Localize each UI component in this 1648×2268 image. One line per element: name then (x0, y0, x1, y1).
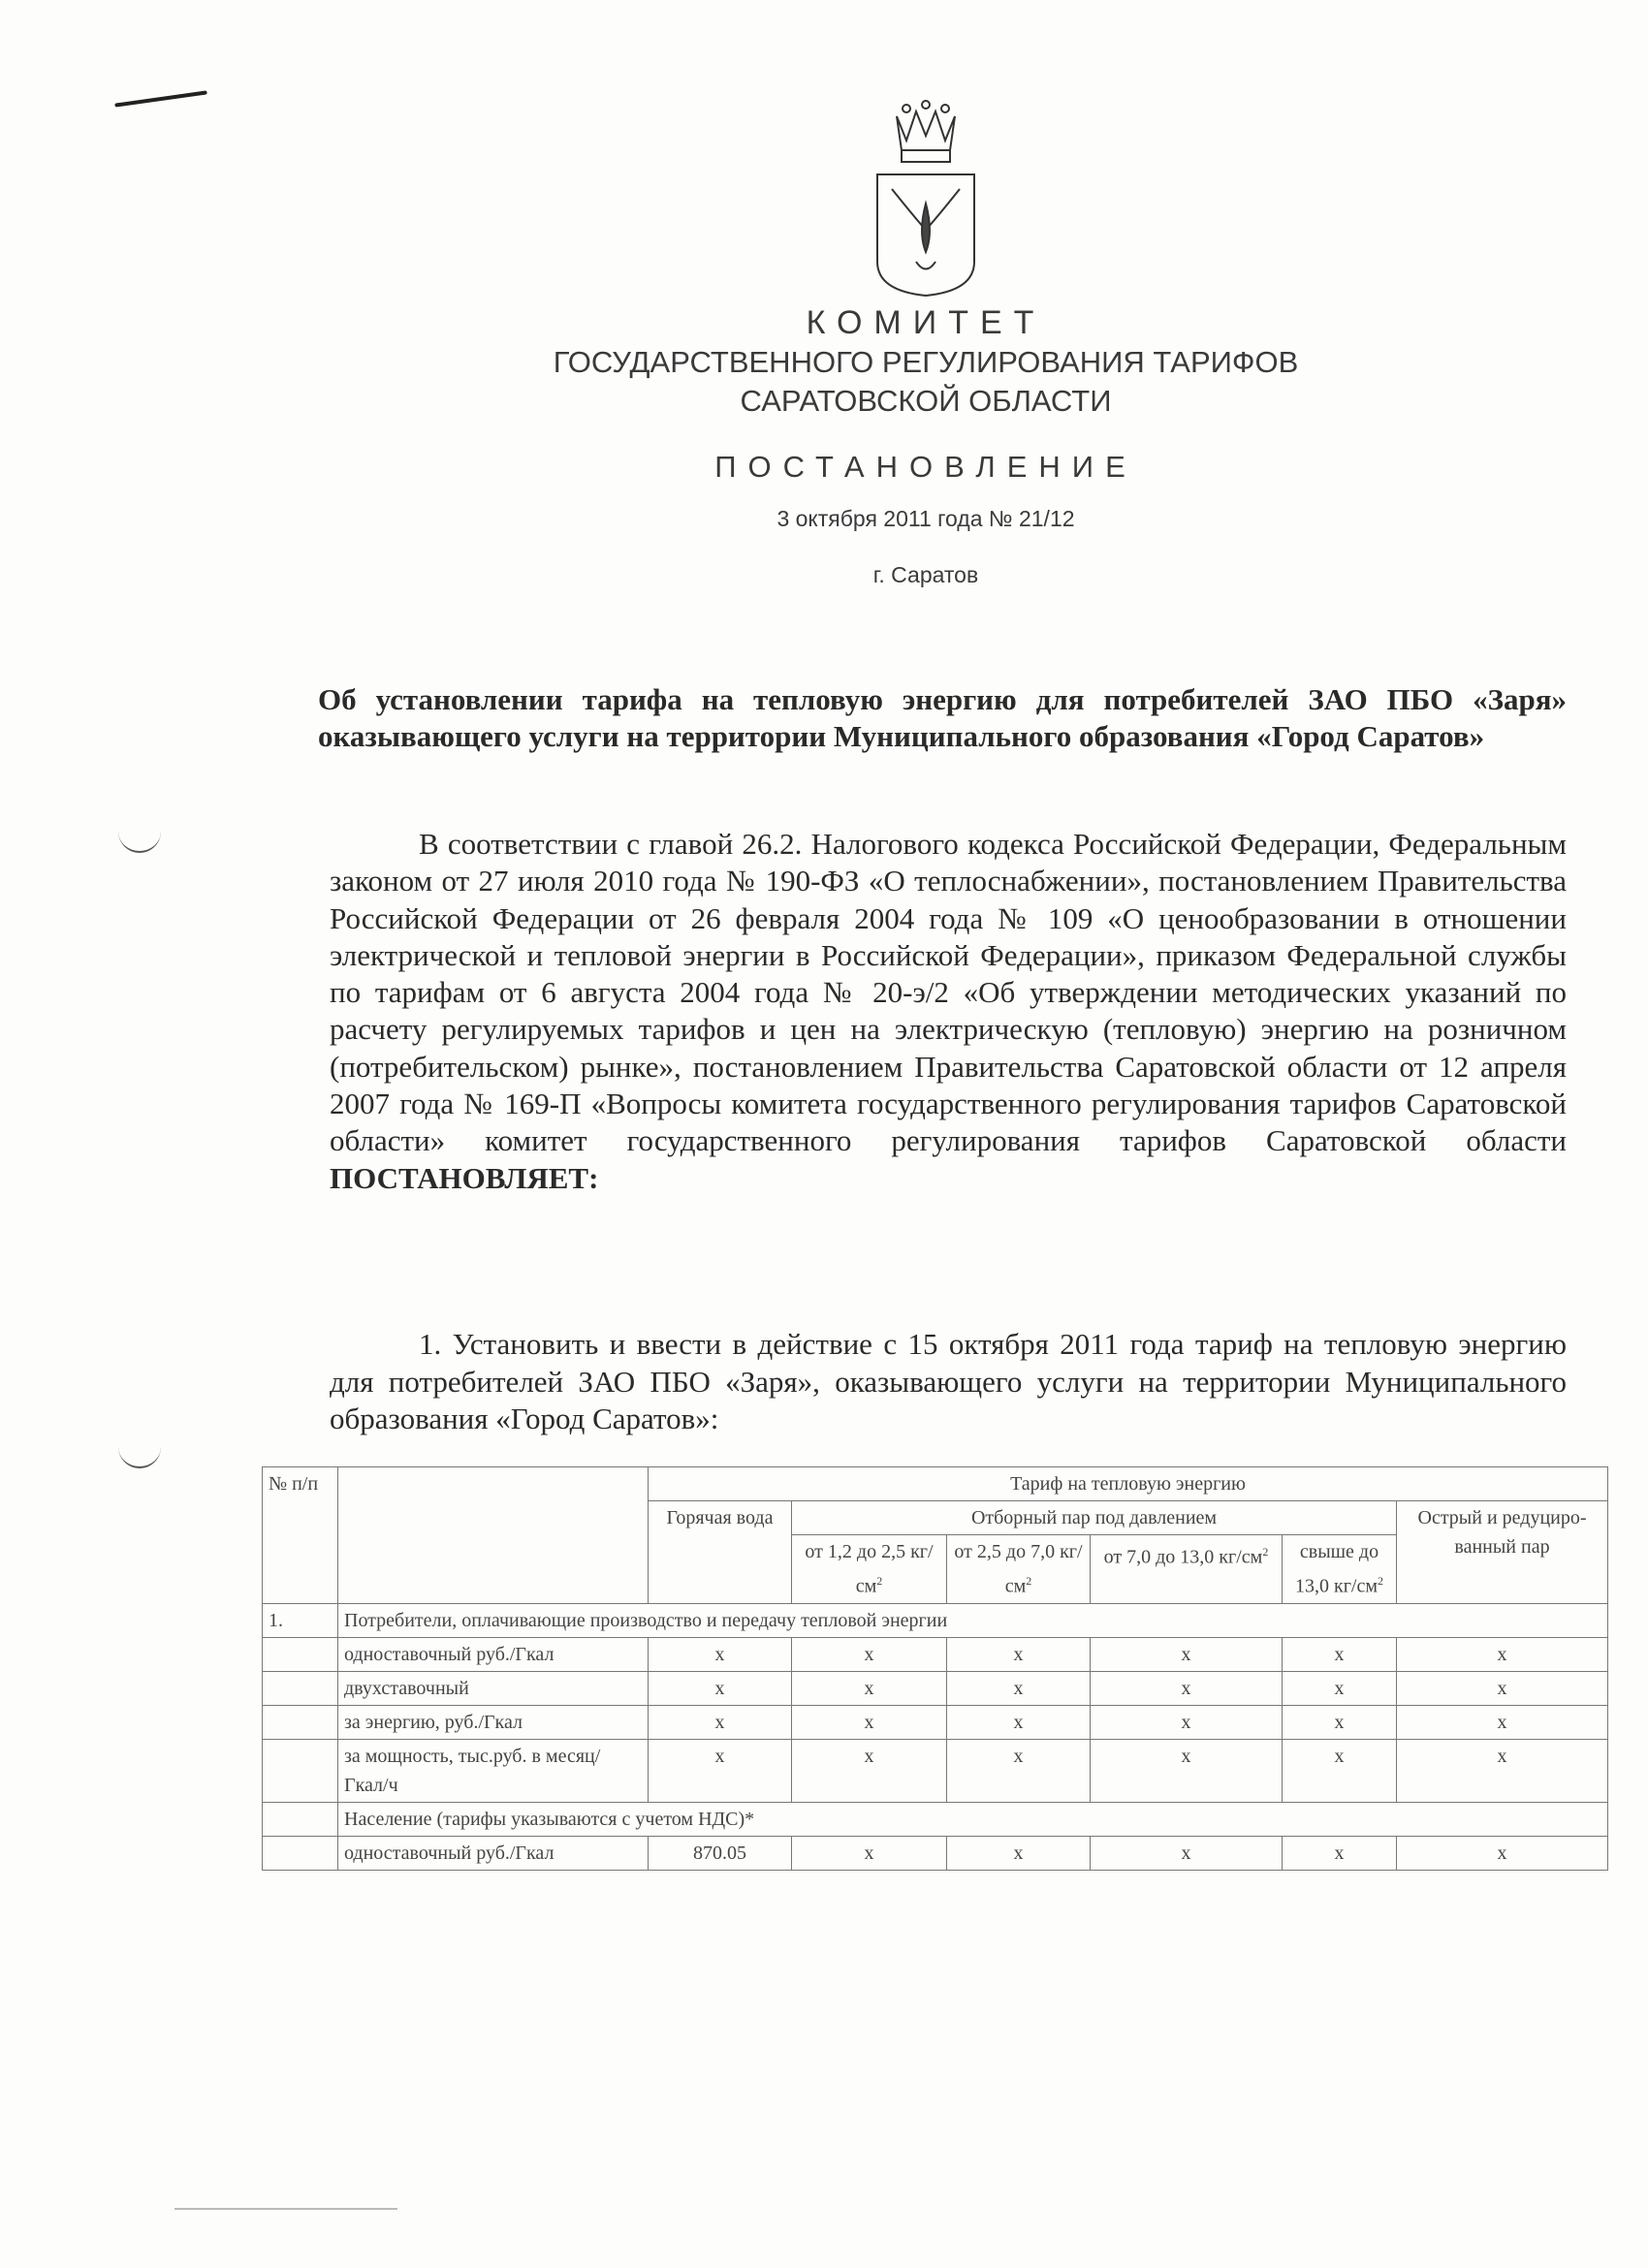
org-name-line1: ГОСУДАРСТВЕННОГО РЕГУЛИРОВАНИЯ ТАРИФОВ (553, 345, 1299, 379)
table-cell: 870.05 (649, 1836, 792, 1870)
table-cell: x (1397, 1739, 1608, 1802)
document-title: Об установлении тарифа на тепловую энергию для потребителей ЗАО ПБО «Заря» оказывающего услуги на территории Муниципального образования «Город Саратов» (318, 682, 1567, 753)
table-cell: x (1283, 1637, 1397, 1671)
table-header-acute-steam: Острый и редуциро-ванный пар (1397, 1501, 1608, 1604)
resolve-word: ПОСТАНОВЛЯЕТ: (330, 1160, 599, 1195)
coat-of-arms-icon (868, 97, 984, 300)
table-header-hot-water: Горячая вода (649, 1501, 792, 1604)
table-cell: x (792, 1739, 947, 1802)
table-cell: x (947, 1637, 1091, 1671)
table-cell: x (1283, 1836, 1397, 1870)
document-date-number: 3 октября 2011 года № 21/12 (776, 506, 1075, 531)
table-cell: x (792, 1705, 947, 1739)
table-cell: x (1397, 1637, 1608, 1671)
table-cell: x (947, 1705, 1091, 1739)
table-header-steam-3: от 7,0 до 13,0 $кг/см^2$ (1091, 1535, 1283, 1604)
table-cell: x (1397, 1705, 1608, 1739)
preamble-paragraph (330, 826, 1567, 1197)
table-cell: x (792, 1836, 947, 1870)
tariff-table (262, 1466, 1608, 1871)
row-label: одноставочный руб./Гкал (338, 1637, 649, 1671)
table-header-num: № п/п (263, 1467, 338, 1604)
table-row (263, 1739, 1608, 1802)
table-cell: x (1397, 1671, 1608, 1705)
table-row (263, 1671, 1608, 1705)
table-cell: x (792, 1671, 947, 1705)
document-type: ПОСТАНОВЛЕНИЕ (714, 450, 1137, 484)
table-header-blank (338, 1467, 649, 1604)
table-cell: x (1283, 1739, 1397, 1802)
table-cell: x (1091, 1671, 1283, 1705)
row-label: за мощность, тыс.руб. в месяц/Гкал/ч (338, 1739, 649, 1802)
document-header (368, 302, 1483, 589)
table-header-steam-1: от 1,2 до 2,5 $кг/см^2$ (792, 1535, 947, 1604)
table-header-group: Тариф на тепловую энергию (649, 1467, 1608, 1501)
section-2-title: Население (тарифы указываются с учетом НДС)* (338, 1802, 1608, 1836)
item-1-paragraph: 1. Установить и ввести в действие с 15 октября 2011 года тариф на тепловую энергию для потребителей ЗАО ПБО «Заря», оказывающего услуги на территории Муниципального образования «Город Саратов»: (330, 1327, 1567, 1435)
scan-line (174, 2208, 397, 2210)
table-cell: x (649, 1637, 792, 1671)
table-cell: x (649, 1739, 792, 1802)
table-cell: x (649, 1671, 792, 1705)
table-cell: x (947, 1836, 1091, 1870)
table-row (263, 1836, 1608, 1870)
table-cell: x (792, 1637, 947, 1671)
section-1-num: 1. (263, 1603, 338, 1637)
row-label: двухставочный (338, 1671, 649, 1705)
table-cell: x (947, 1739, 1091, 1802)
pen-mark (114, 90, 207, 107)
table-cell: x (1283, 1705, 1397, 1739)
table-cell: x (1091, 1705, 1283, 1739)
table-cell: x (1091, 1836, 1283, 1870)
table-header-steam-2: от 2,5 до 7,0 $кг/см^2$ (947, 1535, 1091, 1604)
document-city: г. Саратов (872, 562, 979, 587)
table-header-steam-4: свыше до 13,0 $кг/см^2$ (1283, 1535, 1397, 1604)
table-cell: x (947, 1671, 1091, 1705)
row-label: за энергию, руб./Гкал (338, 1705, 649, 1739)
table-cell: x (1091, 1637, 1283, 1671)
table-cell: x (649, 1705, 792, 1739)
table-cell: x (1283, 1671, 1397, 1705)
table-cell: x (1397, 1836, 1608, 1870)
table-row (263, 1637, 1608, 1671)
punch-hole-mark (118, 832, 161, 853)
row-label: одноставочный руб./Гкал (338, 1836, 649, 1870)
org-name-line2: САРАТОВСКОЙ ОБЛАСТИ (740, 384, 1112, 418)
table-header-steam-group: Отборный пар под давлением (792, 1501, 1397, 1535)
committee-heading: КОМИТЕТ (806, 304, 1046, 341)
section-1-title: Потребители, оплачивающие производство и передачу тепловой энергии (338, 1603, 1608, 1637)
table-row (263, 1705, 1608, 1739)
table-cell: x (1091, 1739, 1283, 1802)
punch-hole-mark (118, 1447, 161, 1468)
preamble-text: В соответствии с главой 26.2. Налогового кодекса Российской Федерации, Федеральным законом от 27 июля 2010 года № 190-ФЗ «О теплоснабжении», постановлением Правительства Российской Федерации от 26 февраля 2004 года № 109 «О ценообразовании в отношении электрической и тепловой энергии в Российской Федерации», приказом Федеральной службы по тарифам от 6 августа 2004 года № 20-э/2 «Об утверждении методических указаний по расчету регулируемых тарифов и цен на электрическую (тепловую) энергию на розничном (потребительском) рынке», постановлением Правительства Саратовской области от 12 апреля 2007 года № 169-П «Вопросы комитета государственного регулирования тарифов Саратовской области» комитет государственного регулирования тарифов Саратовской области (330, 827, 1567, 1158)
